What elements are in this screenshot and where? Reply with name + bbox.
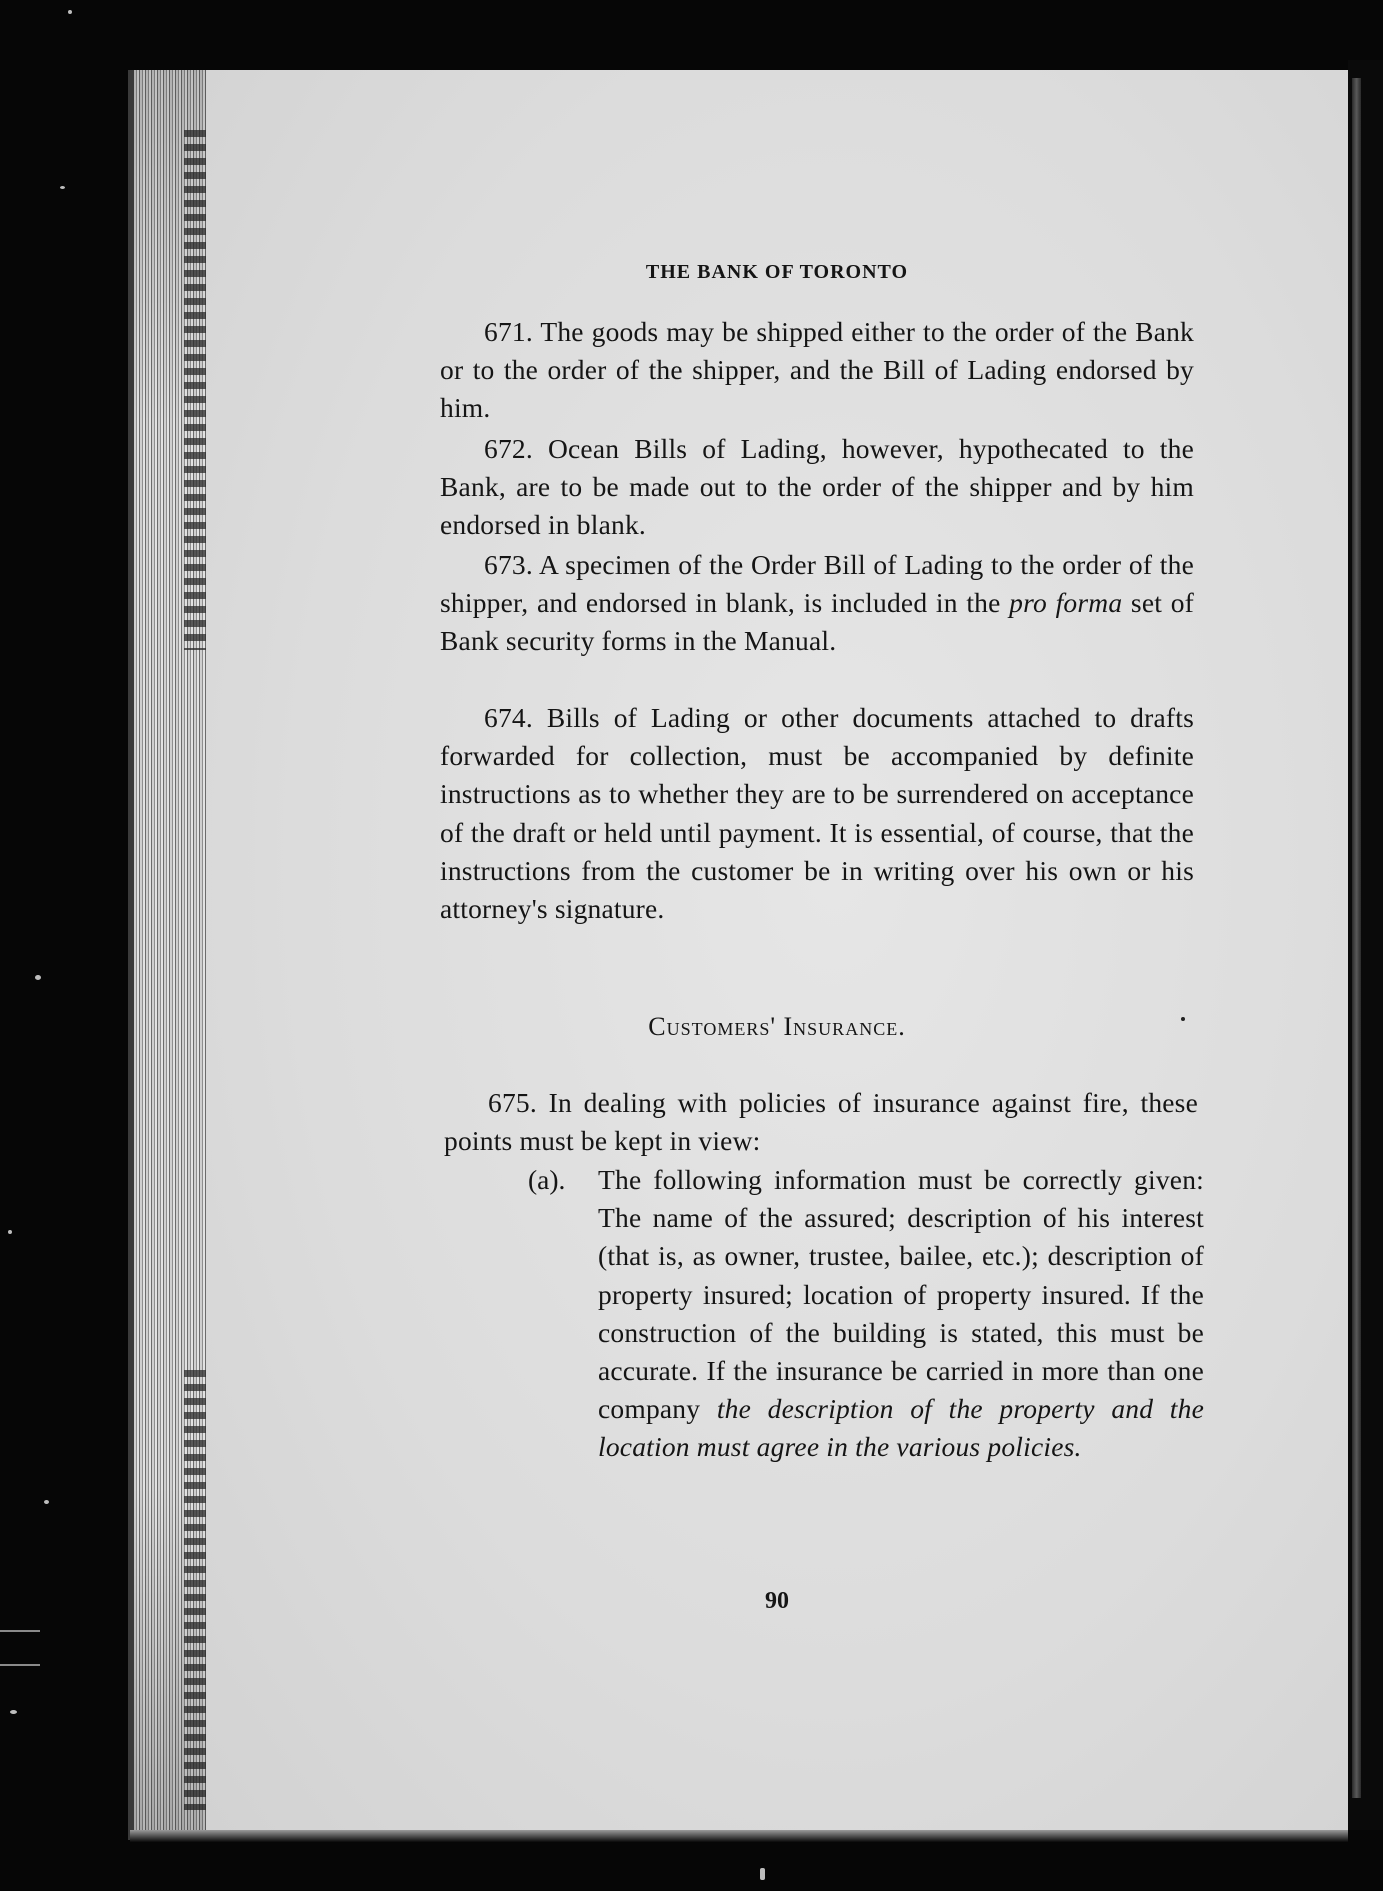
dust-speck	[60, 186, 65, 189]
dust-speck	[68, 10, 72, 14]
dust-speck	[8, 1230, 12, 1234]
dust-speck	[10, 1710, 17, 1714]
paragraph-674: 674. Bills of Lading or other documents attached to drafts forwarded for collection, must be accompanied by definite instructions as to whether they are to be surrendered on acceptance of the draft or held until payment. It is essential, of course, that the instructions from the customer be in writing over his own or his attorney's signature.	[440, 702, 1194, 925]
section-heading: Customers' Insurance.	[648, 1012, 906, 1041]
running-head: THE BANK OF TORONTO	[645, 261, 909, 283]
list-item-a-text: The following information must be correctly given: The name of the assured; description of his interest (that is, as owner, trustee, bailee, etc.); description of property insured; location of property insured. If the construction of the building is stated, this must be accurate. If the insurance be carried in more than one company	[598, 1164, 1204, 1425]
paragraph-673-text-end: set of Bank security forms in the Manual.	[440, 587, 1195, 657]
list-item-a-italic: the description of the property and the location must agree in the various policies.	[598, 1393, 1204, 1463]
dust-speck	[44, 1500, 49, 1504]
list-item-a	[598, 1161, 1204, 1467]
paragraph-671: 671. The goods may be shipped either to the order of the Bank or to the order of the shipper, and the Bill of Lading endorsed by him.	[440, 316, 1194, 424]
stray-dot	[1181, 1017, 1185, 1021]
dust-speck	[35, 975, 41, 980]
paragraph-675: 675. In dealing with policies of insurance against fire, these points must be kept in view:	[444, 1087, 1198, 1157]
page-number: 90	[765, 1588, 789, 1614]
right-page-edge-strip	[1352, 78, 1361, 1798]
paragraph-672: 672. Ocean Bills of Lading, however, hypothecated to the Bank, are to be made out to the order of the shipper and by him endorsed in blank.	[440, 433, 1194, 541]
dust-speck	[0, 1630, 40, 1632]
paragraph-673	[440, 546, 1194, 661]
page-bottom-shadow	[130, 1830, 1348, 1842]
paragraph-673-text: 673. A specimen of the Order Bill of Lading to the order of the shipper, and endorsed in blank, is included in the	[440, 549, 1194, 619]
paragraph-673-italic: pro forma	[1009, 587, 1123, 619]
list-item-marker: (a).	[528, 1164, 566, 1195]
dust-speck	[760, 1868, 765, 1880]
dust-speck	[0, 1664, 40, 1666]
